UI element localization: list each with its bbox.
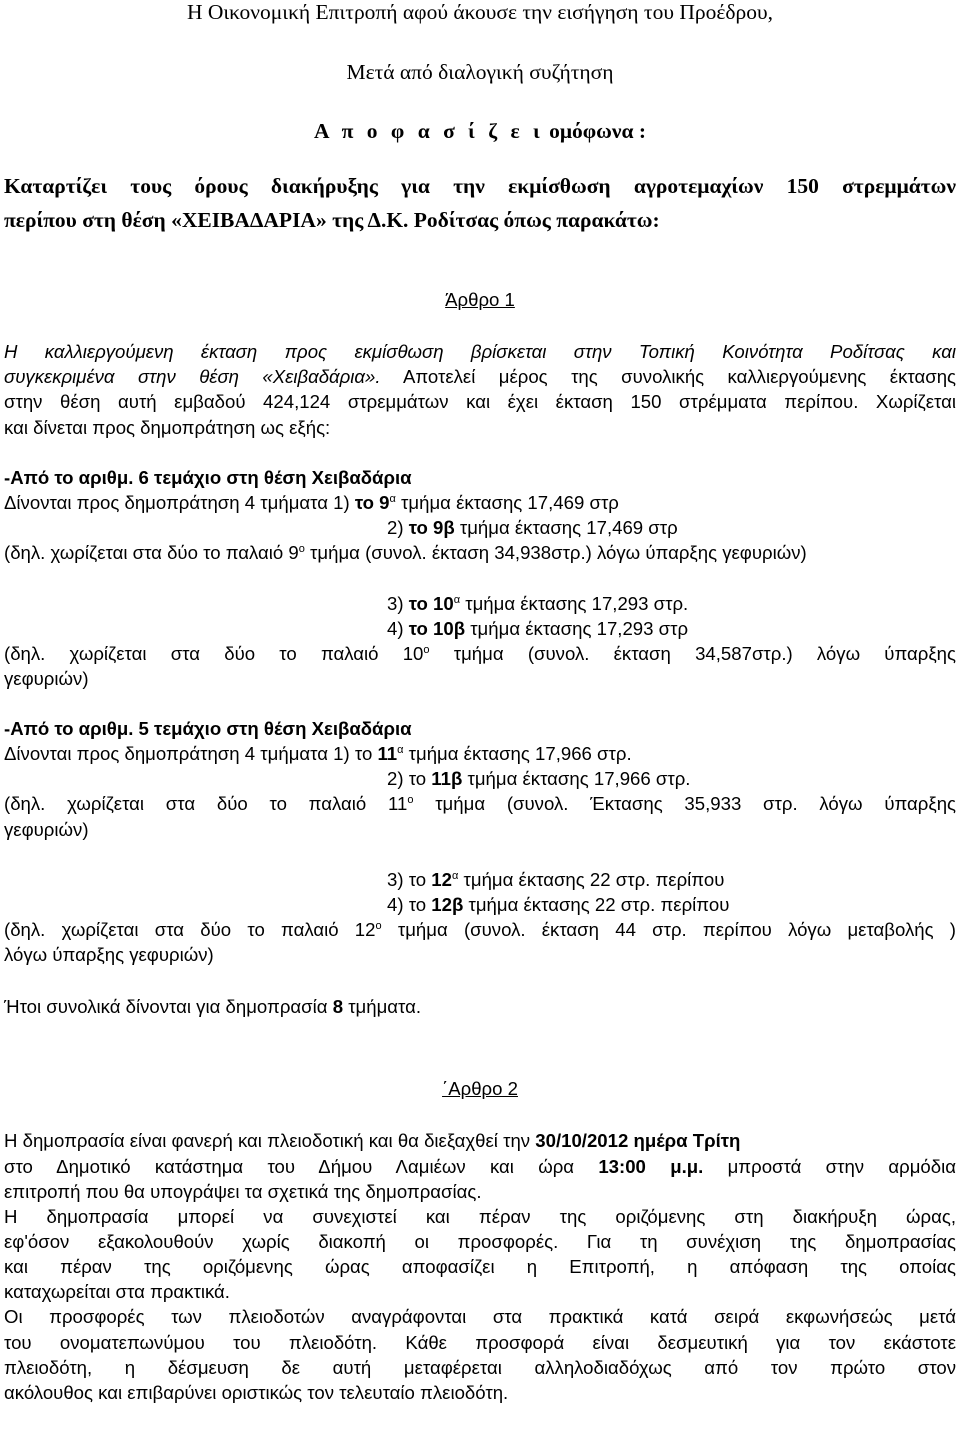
decides-word: Α π ο φ α σ ί ζ ε ι [313,119,544,143]
total-count: 8 [332,996,344,1017]
note-11-a: (δηλ. χωρίζεται στα δύο το παλαιό 11 [4,793,408,814]
lot6-given: Δίνονται προς δημοπράτηση 4 τμήματα 1) [4,492,355,513]
part-9a-sup: α [389,493,396,505]
lot5-note-11 [4,795,956,814]
article2-line5: εφ'όσον εξακολουθούν χωρίς διακοπή οι προσφορές. Για τη συνέχιση της δημοπρασίας [4,1231,956,1252]
part-9b-area: τμήμα έκτασης 17,469 στρ [454,517,678,538]
note-10-sup: ο [423,644,430,656]
lot5-note-12-cont: λόγω ύπαρξης γεφυριών) [4,944,214,965]
article2-line11: ακόλουθος και επιβαρύνει οριστικώς τον τελευταίο πλειοδότη. [4,1382,509,1403]
lot6-heading: -Από το αριθμ. 6 τεμάχιο στη θέση Χειβαδάρια [4,467,412,488]
lot5-note-11-cont: γεφυριών) [4,819,89,840]
article2-line7: καταχωρείται στα πρακτικά. [4,1281,230,1302]
article2-line2-rest: μπροστά στην αρμόδια [703,1156,956,1177]
lot6-note-10-cont: γεφυριών) [4,668,89,689]
article1-p1-line1: Η καλλιεργούμενη έκταση προς εκμίσθωση βρίσκεται στην Τοπική Κοινότητα Ροδίτσας και [4,341,956,362]
lot5-part-12a [387,871,724,890]
discussion-line: Μετά από διαλογική συζήτηση [346,60,614,84]
part-11a-sup: α [397,744,404,756]
note-11-sup: ο [407,794,414,806]
part-9b-label: το 9β [408,517,455,538]
note-9-sup: ο [298,543,305,555]
article2-title: ΄Αρθρο 2 [442,1078,518,1099]
intro-line: Η Οικονομική Επιτροπή αφού άκουσε την εισήγηση του Προέδρου, [186,0,774,24]
lot6-note-10 [4,645,956,664]
article2-line9: του ονοματεπωνύμου του πλειοδότη. Κάθε προσφορά είναι δεσμευτική για τον εκάστοτε [4,1332,956,1353]
article1-total [4,998,421,1017]
lot6-note-9 [4,544,807,563]
auction-time: 13:00 μ.μ. [598,1156,704,1177]
article2-line8: Οι προσφορές των πλειοδοτών αναγράφονται στα πρακτικά κατά σειρά εκφωνήσεώς μετά [4,1306,956,1327]
lot6-part-9a [4,494,619,513]
note-11-b: τμήμα (συνολ. Έκτασης 35,933 στρ. λόγω ύπαρξης [413,793,957,814]
note-12-sup: ο [375,920,382,932]
article2-line6: και πέραν της οριζόμενης ώρας αποφασίζει η Επιτροπή, η απόφαση της οποίας [4,1256,956,1277]
decision-text-line1: Καταρτίζει τους όρους διακήρυξης για την εκμίσθωση αγροτεμαχίων 150 στρεμμάτων [4,174,956,198]
lot5-part-11b [387,770,690,789]
article2-line1-text: Η δημοπρασία είναι φανερή και πλειοδοτική και θα διεξαχθεί την [4,1130,536,1151]
lot5-note-12 [4,921,956,940]
note-10-a: (δηλ. χωρίζεται στα δύο το παλαιό 10 [4,643,424,664]
part-12a-num: 3) το [387,869,432,890]
part-10a-num: 3) [387,593,409,614]
article2-line4: Η δημοπρασία μπορεί να συνεχιστεί και πέραν της οριζόμενης στη διακήρυξη ώρας, [4,1206,956,1227]
part-11a-area: τμήμα έκτασης 17,966 στρ. [403,743,632,764]
note-9-b: τμήμα (συνολ. έκταση 34,938στρ.) λόγω ύπαρξης γεφυριών) [304,542,807,563]
note-12-a: (δηλ. χωρίζεται στα δύο το παλαιό 12 [4,919,376,940]
article2-line10: πλειοδότη, η δέσμευση δε αυτή μεταφέρεται αλληλοδιαδόχως από τον πρώτο στον [4,1357,956,1378]
article2-line1 [4,1132,740,1151]
article2-line2-text: στο Δημοτικό κατάστημα του Δήμου Λαμιέων και ώρα [4,1156,599,1177]
lot5-given: Δίνονται προς δημοπράτηση 4 τμήματα 1) το [4,743,378,764]
part-11b-area: τμήμα έκτασης 17,966 στρ. [462,768,691,789]
lot6-part-10a [387,595,688,614]
auction-date: 30/10/2012 ημέρα Τρίτη [535,1130,741,1151]
part-9a-area: τμήμα έκτασης 17,469 στρ [395,492,619,513]
part-10b-label: το 10β [408,618,466,639]
total-text: Ήτοι συνολικά δίνονται για δημοπρασία [4,996,333,1017]
decision-text-line2: περίπου στη θέση «ΧΕΙΒΑΔΑΡΙΑ» της Δ.Κ. Ροδίτσας όπως παρακάτω: [4,208,660,232]
lot5-part-12b [387,896,729,915]
part-12a-area: τμήμα έκτασης 22 στρ. περίπου [458,869,725,890]
note-9-a: (δηλ. χωρίζεται στα δύο το παλαιό 9 [4,542,299,563]
part-11b-label: 11β [431,768,463,789]
part-9a-label: το 9 [354,492,390,513]
part-10b-num: 4) [387,618,409,639]
part-11b-num: 2) το [387,768,432,789]
decides-rest: ομόφωνα : [543,119,647,143]
article1-p1-line2 [4,368,956,387]
part-10a-label: το 10 [408,593,454,614]
article1-p1-line2-rest: Αποτελεί μέρος της συνολικής καλλιεργούμενης έκτασης [380,366,956,387]
part-12a-sup: α [451,870,459,882]
part-10b-area: τμήμα έκτασης 17,293 στρ [465,618,689,639]
note-10-b: τμήμα (συνολ. έκταση 34,587στρ.) λόγω ύπαρξης [429,643,956,664]
total-suffix: τμήματα. [343,996,422,1017]
article2-line3: επιτροπή που θα υπογράψει τα σχετικά της δημοπρασίας. [4,1181,482,1202]
lot6-part-10b [387,620,688,639]
part-10a-sup: α [453,594,461,606]
lot5-heading: -Από το αριθμ. 5 τεμάχιο στη θέση Χειβαδάρια [4,718,412,739]
article1-title: Άρθρο 1 [445,289,515,310]
article1-p1-line3: στην θέση αυτή εμβαδού 424,124 στρεμμάτων και έχει έκταση 150 στρέμματα περίπου. Χωρίζεται [4,391,956,412]
part-12b-num: 4) το [387,894,432,915]
article2-line2 [4,1158,956,1177]
note-12-b: τμήμα (συνολ. έκταση 44 στρ. περίπου λόγω μεταβολής ) [381,919,956,940]
part-12b-label: 12β [431,894,464,915]
part-9b-num: 2) [387,517,409,538]
part-11a-label: 11 [377,743,398,764]
lot5-part-11a [4,745,632,764]
article1-p1-line4: και δίνεται προς δημοπράτηση ως εξής: [4,417,331,438]
lot6-part-9b [387,519,678,538]
part-12a-label: 12 [431,869,452,890]
decision-verb [0,121,960,143]
article1-p1-line2-italic: συγκεκριμένα στην θέση «Χειβαδάρια». [4,366,381,387]
part-12b-area: τμήμα έκτασης 22 στρ. περίπου [463,894,730,915]
part-10a-area: τμήμα έκτασης 17,293 στρ. [460,593,689,614]
